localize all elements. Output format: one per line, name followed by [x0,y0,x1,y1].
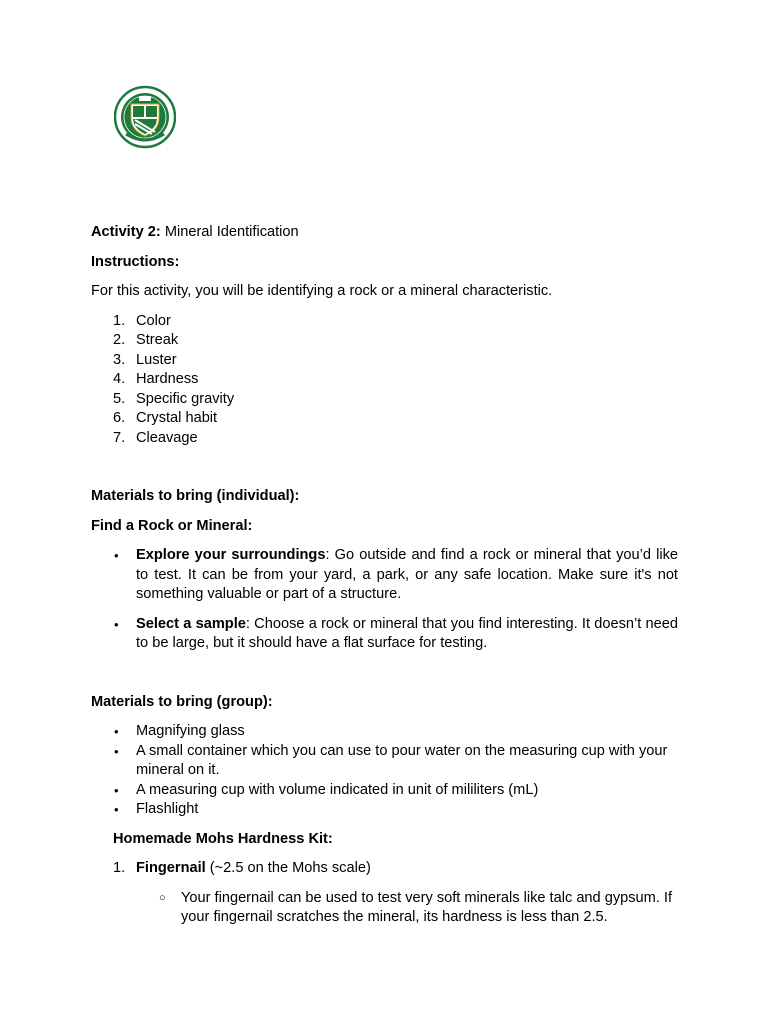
list-item [91,800,678,820]
spacer [91,448,678,487]
characteristic-label: Specific gravity [136,390,235,407]
list-number: 5. [113,390,126,407]
list-item [91,722,678,742]
bullet-marker: • [114,548,119,563]
intro-text: For this activity, you will be identifying a rock or a mineral characteristic. [91,283,553,299]
mohs-kit-sublist [91,889,678,928]
list-item [91,429,678,449]
bullet-marker: • [114,802,119,817]
individual-materials-heading: Materials to bring (individual): [91,488,300,504]
list-item [91,546,678,605]
item-text: A measuring cup with volume indicated in unit of mililiters (mL) [136,781,539,798]
list-item [91,781,678,801]
list-number: 3. [113,351,126,368]
item-text: Your fingernail can be used to test very soft minerals like talc and gypsum. If your fingernail scratches the mineral, its hardness is less than 2.5. [181,889,673,925]
group-materials-heading: Materials to bring (group): [91,693,273,710]
characteristic-label: Streak [136,332,179,348]
list-item [91,615,678,654]
list-number: 7. [113,429,126,446]
activity-label: Activity 2: [91,224,161,240]
find-rock-list [91,546,678,654]
bullet-marker: • [114,743,119,759]
item-bold-label: Select a sample [136,615,246,632]
list-item [91,742,678,781]
item-bold-label: Fingernail [136,860,206,876]
list-item [91,370,678,390]
characteristic-label: Color [136,312,171,329]
list-number: 1. [113,312,126,329]
list-item [91,312,678,332]
item-text: Magnifying glass [136,723,245,739]
mohs-kit-heading: Homemade Mohs Hardness Kit: [113,830,333,847]
group-materials-list [91,722,678,820]
list-item [91,390,678,410]
bullet-marker: • [114,782,119,798]
characteristic-label: Hardness [136,371,199,387]
activity-title-line [91,223,678,243]
item-text: : Go outside and find a rock or mineral that you’d like to test. It can be from your yard, a park, or any safe location. Make sure it's not something valuable or part of a structure. [136,547,679,602]
list-number: 1. [113,860,126,876]
item-bold-label: Explore your surroundings [136,547,326,563]
item-text: A small container which you can use to pour water on the measuring cup with your mineral on it. [136,742,668,778]
school-seal-logo [114,84,176,150]
item-text: (~2.5 on the Mohs scale) [205,860,371,876]
characteristics-list [91,312,678,449]
list-item [91,859,678,879]
activity-title: Mineral Identification [164,224,299,240]
find-rock-heading: Find a Rock or Mineral: [91,517,253,534]
list-item [91,331,678,351]
bullet-marker: • [114,616,119,632]
list-item [91,409,678,429]
item-text: : Choose a rock or mineral that you find interesting. It doesn’t need to be large, but it should have a flat surface for testing. [136,615,678,651]
item-text: Flashlight [136,801,199,817]
mohs-kit-list [91,859,678,879]
list-item [91,351,678,371]
activity-content [91,223,678,928]
characteristic-label: Crystal habit [136,410,218,426]
list-number: 4. [113,371,126,387]
characteristic-label: Luster [136,351,177,368]
sub-bullet-marker: ○ [159,891,166,904]
characteristic-label: Cleavage [136,429,198,446]
spacer [91,654,678,693]
bullet-marker: • [114,724,119,739]
instructions-heading: Instructions: [91,253,180,270]
list-number: 2. [113,332,126,348]
list-item [91,889,678,928]
list-number: 6. [113,410,126,426]
